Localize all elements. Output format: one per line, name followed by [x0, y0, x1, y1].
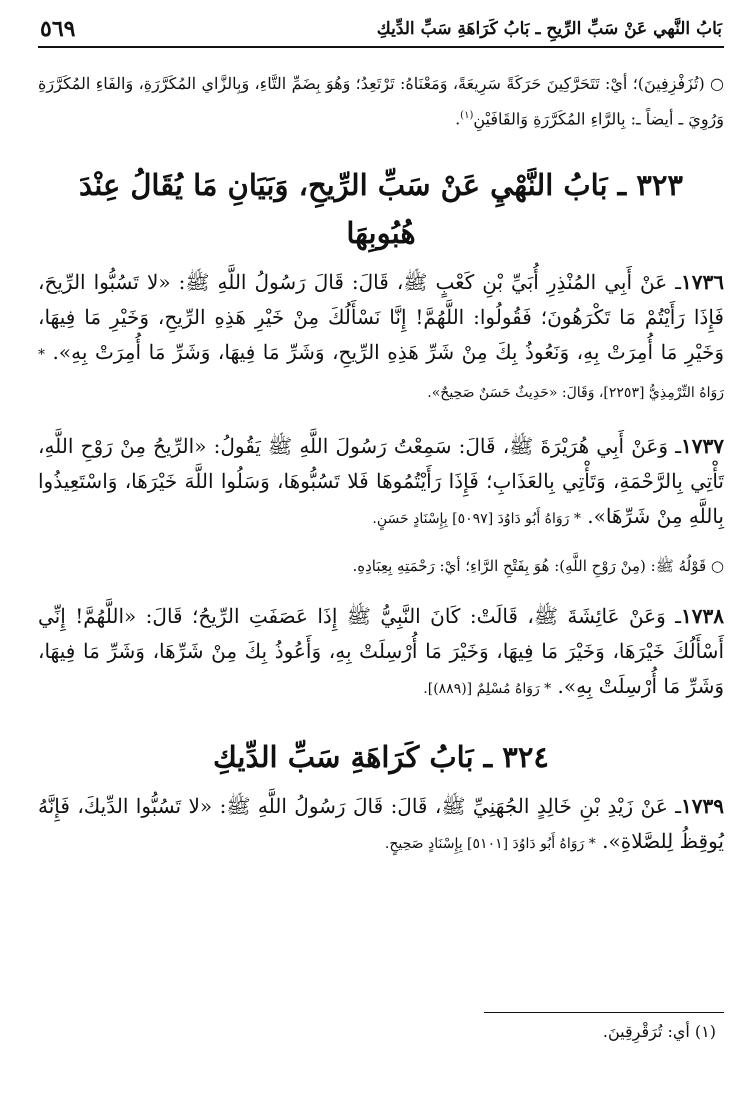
hadith-source: * رَوَاهُ التِّرْمِذِيُّ [٢٢٥٣]، وَقَالَ: «حَدِيثٌ حَسَنٌ صَحِيحٌ».	[38, 347, 724, 402]
hadith-number: ١٧٣٨	[681, 604, 724, 629]
chapter-heading-324: ٣٢٤ ـ بَابُ كَرَاهَةِ سَبِّ الدِّيكِ	[212, 740, 550, 775]
hadith-number: ١٧٣٩	[681, 794, 724, 819]
hadith-1738	[38, 599, 724, 707]
hadith-source: * رَوَاهُ مُسْلِمٌ [(٨٨٩)].	[423, 681, 552, 698]
hadith-text: ـ عَنْ أَبِي المُنْذِرِ أُبَيِّ بْنِ كَعْبٍ ﷺ، قَالَ: قَالَ رَسُولُ اللَّهِ ﷺ: «لا تَسُبُّوا الرِّيحَ، فَإِذَا رَأَيْتُمْ مَا تَكْرَهُونَ؛ فَقُولُوا: اللَّهُمَّ! إِنَّا نَسْأَلُكَ مِنْ خَيْرِ هَذِهِ الرِّيحِ، وَخَيْرِ مَا فِيهَا، وَخَيْرِ مَا أُمِرَتْ بِهِ، وَنَعُوذُ بِكَ مِنْ شَرِّ هَذِهِ الرِّيحِ، وَشَرِّ مَا فِيهَا، وَشَرِّ مَا أُمِرَتْ بِهِ».	[38, 270, 725, 365]
hadith-number: ١٧٣٦	[681, 270, 724, 295]
running-header	[38, 12, 724, 48]
chapter-heading-323: ٣٢٣ ـ بَابُ النَّهْيِ عَنْ سَبِّ الرِّيحِ، وَبَيَانِ مَا يُقَالُ عِنْدَ هُبُوبِهَا	[78, 168, 684, 251]
footnote: (١) أي: تُرَقْرِقِينَ.	[602, 1022, 716, 1041]
hadith-source: * رَوَاهُ أَبُو دَاوُدَ [٥٠٩٧] بِإِسْنَادٍ حَسَنٍ.	[372, 511, 581, 528]
intro-note-text: ○ (تُزَفْزِفِينَ)؛ أيْ: تَتَحَرَّكِينَ حَرَكَةً سَرِيعَةً، وَمَعْنَاهُ: تَرْتَعِدُ؛ وَهُوَ بِضَمِّ التَّاءِ، وَبِالزَّاي المُكَرَّرَةِ، وَالفَاءِ المُكَرَّرَةِ وَرُوِيَ ـ أيضاً ـ: بِالرَّاءِ المُكَرَّرَةِ وَالقَافَيْنِ	[38, 74, 724, 129]
hadith-number: ١٧٣٧	[681, 434, 724, 459]
hadith-text: ـ عَنْ زَيْدِ بْنِ خَالِدٍ الجُهَنِيِّ ﷺ، قَالَ: قَالَ رَسُولُ اللَّهِ ﷺ: «لا تَسُبُّوا الدِّيكَ، فَإِنَّهُ يُوقِظُ لِلصَّلاةِ».	[38, 794, 724, 854]
explanation-note: ○ قَوْلُهُ ﷺ: (مِنْ رَوْحِ اللَّهِ): هُوَ بِفَتْحِ الرَّاءِ؛ أيْ: رَحْمَتِهِ بِعِبَادِهِ.	[352, 557, 724, 576]
hadith-text: ـ وَعَنْ عَائِشَةَ ﷺ، قَالَتْ: كَانَ النَّبِيُّ ﷺ إِذَا عَصَفَتِ الرِّيحُ؛ قَالَ: «اللَّهُمَّ! إِنِّي أَسْأَلُكَ خَيْرَهَا، وَخَيْرَ مَا فِيهَا، وَخَيْرَ مَا أُرْسِلَتْ بِهِ، وَأَعُوذُ بِكَ مِنْ شَرِّهَا، وَشَرِّ مَا فِيهَا، وَشَرِّ مَا أُرْسِلَتْ بِهِ».	[38, 604, 725, 699]
hadith-1739	[38, 789, 724, 862]
hadith-1737	[38, 429, 724, 537]
hadith-text: ـ وَعَنْ أَبِي هُرَيْرَةَ ﷺ، قَالَ: سَمِعْتُ رَسُولَ اللَّهِ ﷺ يَقُولُ: «الرِّيحُ مِنْ رَوْحِ اللَّهِ، تَأْتِي بِالرَّحْمَةِ، وَتَأْتِي بِالعَذَابِ؛ فَإِذَا رَأَيْتُمُوهَا فَلا تَسُبُّوهَا، وَسَلُوا اللَّهَ خَيْرَهَا، وَاسْتَعِيذُوا بِاللَّهِ مِنْ شَرِّهَا».	[38, 434, 724, 529]
footnote-reference: (١)	[460, 110, 474, 121]
footnote-divider	[484, 1012, 724, 1013]
hadith-source: * رَوَاهُ أَبُو دَاوُدَ [٥١٠١] بِإِسْنَادٍ صَحِيحٍ.	[384, 836, 596, 853]
intro-note: ○ (تُزَفْزِفِينَ)؛ أيْ: تَتَحَرَّكِينَ حَرَكَةً سَرِيعَةً، وَمَعْنَاهُ: تَرْتَعِدُ؛ وَهُوَ بِضَمِّ التَّاءِ، وَبِالزَّاي المُكَرَّرَةِ، وَالفَاءِ المُكَرَّرَةِ وَرُوِيَ ـ أيضاً ـ: بِالرَّاءِ المُكَرَّرَةِ وَالقَافَيْنِ$^{(١)}$.	[38, 74, 724, 129]
hadith-1736	[38, 265, 724, 411]
book-page	[38, 12, 724, 1102]
running-header-title: بَابُ النَّهي عَنْ سَبِّ الرِّيحِ ـ بَابُ كَرَاهَةِ سَبِّ الدِّيكِ	[376, 19, 722, 39]
page-number: ٥٦٩	[40, 16, 76, 42]
